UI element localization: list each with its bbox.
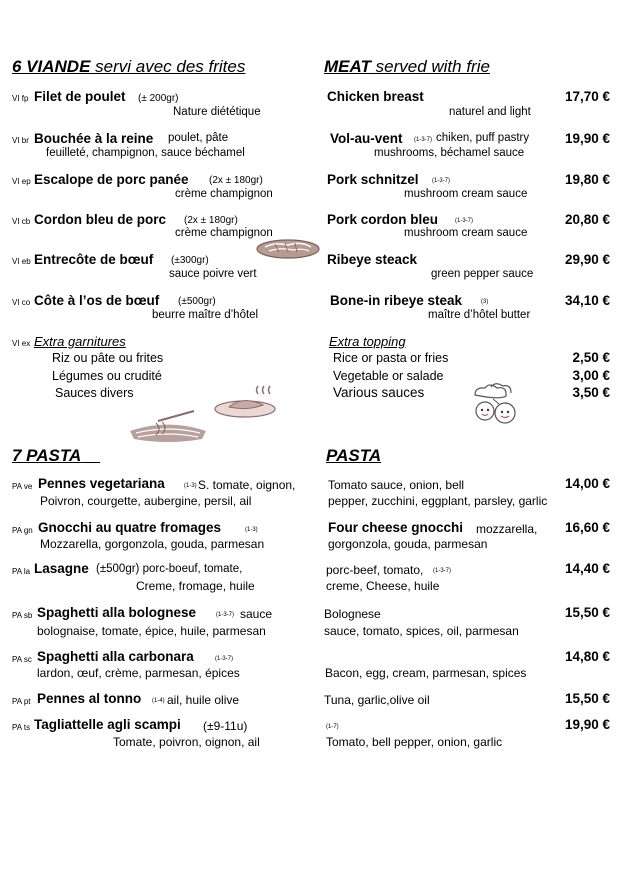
item-tag-en: (3) [481, 299, 489, 305]
extra-item-fr: Riz ou pâte ou frites [52, 351, 164, 365]
item-note-fr: (±300gr) [171, 255, 209, 266]
item-desc-en-1: Tomato sauce, onion, bell [328, 478, 465, 492]
item-tag-en: (1-7) [326, 724, 339, 730]
item-desc-en-2: pepper, zucchini, eggplant, parsley, garlic [328, 494, 548, 508]
item-desc-fr: Mozzarella, gorgonzola, gouda, parmesan [40, 537, 265, 551]
item-price: 19,80 € [564, 172, 610, 187]
item-desc-en: mushrooms, béchamel sauce [374, 147, 525, 159]
item-name-fr: Entrecôte de bœuf [34, 252, 154, 267]
item-note-fr: sauce [240, 607, 273, 621]
pasta-title-en-text: PASTA [326, 446, 382, 465]
item-name-fr: Tagliattelle agli scampi [34, 717, 181, 732]
item-price: 34,10 € [564, 293, 610, 308]
item-note-fr: poulet, pâte [168, 132, 229, 144]
item-tag-fr: (1-3-7) [216, 612, 235, 618]
item-desc-fr: lardon, œuf, crème, parmesan, épices [37, 666, 240, 680]
item-name-en: Four cheese gnocchi [328, 520, 464, 535]
item-name-fr: Pennes al tonno [37, 691, 142, 706]
extras-title-fr: Extra garnitures [34, 334, 126, 349]
item-tag-en: (1-3-7) [414, 137, 433, 143]
item-desc-fr: feuilleté, champignon, sauce béchamel [46, 147, 245, 159]
extra-price: 2,50 € [572, 350, 610, 365]
item-desc-fr: Tomate, poivron, oignon, ail [113, 735, 260, 749]
item-tag-fr: (1-4) [152, 698, 165, 704]
item-code: PA sc [12, 655, 32, 664]
item-desc-fr: crème champignon [175, 188, 273, 200]
meat-title-en-rest: served with frie [370, 57, 490, 76]
pasta-title-fr-text: 7 PASTA [12, 446, 82, 465]
meat-title-en [324, 57, 490, 77]
item-code: VI fp [12, 94, 29, 103]
item-price: 14,80 € [564, 649, 610, 664]
item-desc-en: naturel and light [449, 106, 531, 118]
item-note-fr: (2x ± 180gr) [184, 215, 238, 226]
item-price: 19,90 € [564, 131, 610, 146]
item-desc-en-1: mozzarella, [476, 522, 538, 536]
meat-title-en-bold: MEAT [324, 57, 371, 76]
item-name-fr: Filet de poulet [34, 89, 126, 104]
item-price: 29,90 € [564, 252, 610, 267]
item-name-fr: Spaghetti alla bolognese [37, 605, 197, 620]
item-price: 19,90 € [564, 717, 610, 732]
extra-item-en: Various sauces [333, 385, 425, 400]
item-name-fr: Bouchée à la reine [34, 131, 154, 146]
item-tag-fr: (1-3) [245, 527, 258, 533]
item-name-en: Pork schnitzel [327, 172, 419, 187]
item-price: 17,70 € [564, 89, 610, 104]
item-name-fr: Pennes vegetariana [38, 476, 165, 491]
item-price: 15,50 € [564, 605, 610, 620]
item-tag-fr: (1-3-7) [215, 656, 234, 662]
plate-illustration-icon [213, 383, 277, 419]
item-code: PA ts [12, 723, 31, 732]
item-price: 14,00 € [564, 476, 610, 491]
item-desc-en: green pepper sauce [431, 268, 534, 280]
extra-item-fr: Sauces divers [55, 386, 134, 400]
item-note-fr: (±500gr) [178, 296, 216, 307]
item-code: PA sb [12, 611, 33, 620]
item-desc-en-2: Bacon, egg, cream, parmesan, spices [325, 666, 527, 680]
item-name-en: Bone-in ribeye steak [330, 293, 463, 308]
item-note-fr: (2x ± 180gr) [209, 175, 263, 186]
item-code: VI br [12, 136, 29, 145]
item-note-fr: (±9-11u) [203, 719, 248, 733]
item-desc-en-2: sauce, tomato, spices, oil, parmesan [324, 624, 519, 638]
item-code: PA ve [12, 482, 33, 491]
item-name-en: Ribeye steack [327, 252, 418, 267]
item-desc-en-2: gorgonzola, gouda, parmesan [328, 537, 488, 551]
item-desc-fr: Nature diététique [173, 106, 261, 118]
meat-title-fr-num: 6 VIANDE [12, 57, 91, 76]
extra-item-en: Vegetable or salade [333, 369, 444, 383]
item-code: PA gn [12, 526, 33, 535]
item-name-en: Chicken breast [327, 89, 424, 104]
item-desc-fr: Poivron, courgette, aubergine, persil, ail [40, 494, 252, 508]
item-desc-en: mushroom cream sauce [404, 188, 528, 200]
item-price: 14,40 € [564, 561, 610, 576]
extras-code: VI ex [12, 339, 31, 348]
item-name-fr: Escalope de porc panée [34, 172, 189, 187]
extra-price: 3,50 € [572, 385, 610, 400]
extra-item-fr: Légumes ou crudité [52, 369, 162, 383]
item-name-en: Pork cordon bleu [327, 212, 439, 227]
item-desc-en-1: Bolognese [324, 607, 381, 621]
item-note-en: chiken, puff pastry [436, 132, 530, 144]
item-price: 20,80 € [564, 212, 610, 227]
item-desc-fr: crème champignon [175, 227, 273, 239]
item-desc-en: mushroom cream sauce [404, 227, 528, 239]
item-name-fr: Lasagne [34, 561, 89, 576]
item-tag-fr: (1-3) [184, 483, 197, 489]
pasta-fork-illustration-icon [128, 403, 208, 445]
pasta-title-fr [12, 446, 100, 466]
item-name-en: Vol-au-vent [330, 131, 403, 146]
item-name-fr: Gnocchi au quatre fromages [38, 520, 222, 535]
extra-item-en: Rice or pasta or fries [333, 351, 449, 365]
item-desc-en-2: Tomato, bell pepper, onion, garlic [326, 735, 503, 749]
item-tag-en: (1-3-7) [433, 568, 452, 574]
item-tag-en: (1-3-7) [432, 178, 451, 184]
meat-title-fr [12, 57, 245, 77]
item-desc-en-2: creme, Cheese, huile [326, 579, 440, 593]
meat-title-fr-rest: servi avec des frites [90, 57, 246, 76]
item-desc-fr: bolognaise, tomate, épice, huile, parmesan [37, 624, 266, 638]
steak-illustration-icon [255, 238, 321, 260]
chefs-illustration-icon [467, 383, 527, 429]
item-note-fr: (± 200gr) [138, 93, 179, 104]
item-note-fr: ail, huile olive [167, 693, 240, 707]
item-code: VI eb [12, 257, 31, 266]
item-code: VI cb [12, 217, 31, 226]
extra-price: 3,00 € [572, 368, 610, 383]
item-desc-fr: Creme, fromage, huile [136, 579, 255, 593]
item-note-fr: (±500gr) porc-boeuf, tomate, [96, 563, 243, 575]
item-desc-en-1: porc-beef, tomato, [326, 563, 424, 577]
item-code: PA pt [12, 697, 31, 706]
item-name-fr: Côte à l’os de bœuf [34, 293, 160, 308]
extras-title-en: Extra topping [329, 334, 406, 349]
item-desc-en-1: Tuna, garlic,olive oil [324, 693, 430, 707]
item-code: PA la [12, 567, 31, 576]
item-code: VI ep [12, 177, 31, 186]
item-code: VI co [12, 298, 31, 307]
item-note-fr: S. tomate, oignon, [198, 478, 296, 492]
item-name-fr: Cordon bleu de porc [34, 212, 167, 227]
item-price: 15,50 € [564, 691, 610, 706]
item-tag-en: (1-3-7) [455, 218, 474, 224]
item-desc-fr: beurre maître d’hôtel [152, 309, 259, 321]
item-desc-en: maître d’hôtel butter [428, 309, 531, 321]
item-name-fr: Spaghetti alla carbonara [37, 649, 194, 664]
item-desc-fr: sauce poivre vert [169, 268, 257, 280]
item-price: 16,60 € [564, 520, 610, 535]
pasta-title-en [326, 446, 381, 466]
